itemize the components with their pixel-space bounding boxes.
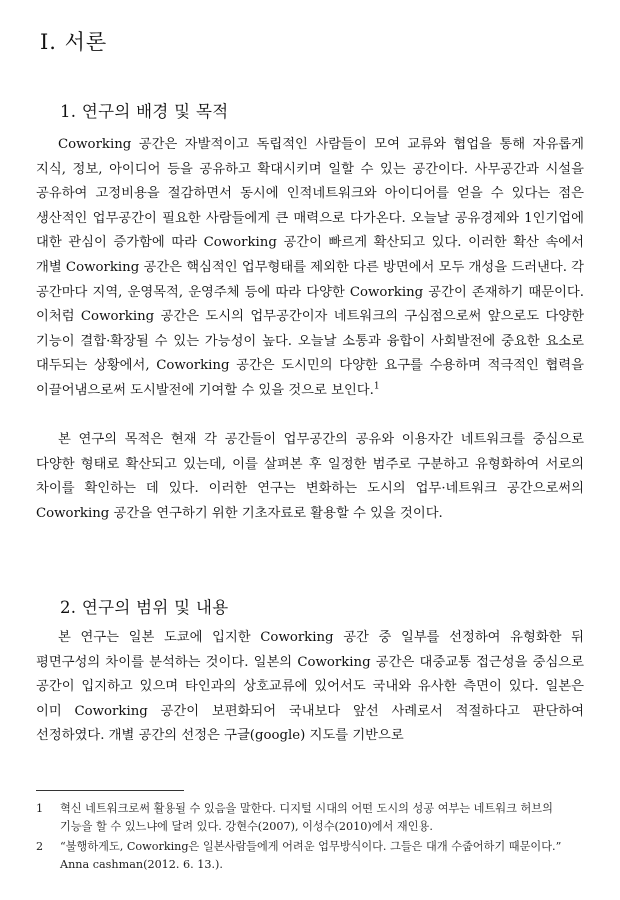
footnote-text: “불행하게도, Coworking은 일본사람들에게 어려운 업무방식이다. 그들은 대개 수줍어하기 때문이다.” Anna cashman(2012. 6. 13.). [60, 840, 562, 871]
footnote-number: 1 [36, 802, 44, 815]
paragraph-scope-text: 본 연구는 일본 도쿄에 입지한 Coworking 공간 중 일부를 선정하여 유형화한 뒤 평면구성의 차이를 분석하는 것이다. 일본의 Coworking 공간은 대중교통 접근성을 중심으로 공간이 입지하고 있으며 타인과의 상호교류에 있어서도 국내와 유사한 측면이 있다. 일본은 이미 Coworking 공간이 보편화되어 국내보다 앞선 사례로서 적절하다고 판단하여 선정하였다. 개별 공간의 선정은 구글(google) 지도를 기반으로 [36, 630, 584, 744]
chapter-title: Ⅰ. 서론 [40, 30, 108, 54]
paragraph-purpose: 본 연구의 목적은 현재 각 공간들이 업무공간의 공유와 이용자간 네트워크를 중심으로 다양한 형태로 확산되고 있는데, 이를 살펴본 후 일정한 범주로 구분하고 유형화하여 서로의 차이를 확인하는 데 있다. 이러한 연구는 변화하는 도시의 업무·네트워크 공간으로써의 Coworking 공간을 연구하기 위한 기초자료로 활용할 수 있을 것이다. [36, 432, 584, 521]
footnote-2 [36, 838, 588, 873]
footnote-text: 혁신 네트워크로써 활용될 수 있음을 말한다. 디지털 시대의 어떤 도시의 성공 여부는 네트워크 허브의 기능을 할 수 있느냐에 달려 있다. 강현수(2007), 이성수(2010)에서 재인용. [60, 802, 553, 833]
paragraph-background-text: Coworking 공간은 자발적이고 독립적인 사람들이 모여 교류와 협업을 통해 자유롭게 지식, 정보, 아이디어 등을 공유하고 확대시키며 일할 수 있는 공간이다. 사무공간과 시설을 공유하여 고정비용을 절감하면서 동시에 인적네트워크와 아이디어를 얻을 수 있다는 점은 생산적인 업무공간이 필요한 사람들에게 큰 매력으로 다가온다. 오늘날 공유경제와 1인기업에 대한 관심이 증가함에 따라 Coworking 공간이 빠르게 확산되고 있다. 이러한 확산 속에서 개별 Coworking 공간은 핵심적인 업무형태를 제외한 다른 방면에서 모두 개성을 드러낸다. 각 공간마다 지역, 운영목적, 운영주체 등에 따라 다양한 Coworking 공간이 존재하기 때문이다. 이처럼 Coworking 공간은 도시의 업무공간이자 네트워크의 구심점으로써 앞으로도 다양한 기능이 결합·확장될 수 있는 가능성이 높다. 오늘날 소통과 융합이 사회발전에 중요한 요소로 대두되는 상황에서, Coworking 공간은 도시민의 다양한 요구를 수용하며 적극적인 협력을 이끌어냄으로써 도시발전에 기여할 수 있을 것으로 보인다. [36, 137, 584, 398]
footnote-divider [36, 790, 184, 791]
paragraph-scope [36, 626, 584, 749]
section-title-scope: 2. 연구의 범위 및 내용 [60, 598, 229, 617]
section-title-background: 1. 연구의 배경 및 목적 [60, 102, 229, 121]
paragraph-background [36, 133, 584, 404]
footnote-ref-1[interactable]: 1 [373, 381, 380, 392]
footnote-number: 2 [36, 840, 44, 853]
footnote-1 [36, 800, 588, 835]
footnotes [36, 800, 588, 876]
